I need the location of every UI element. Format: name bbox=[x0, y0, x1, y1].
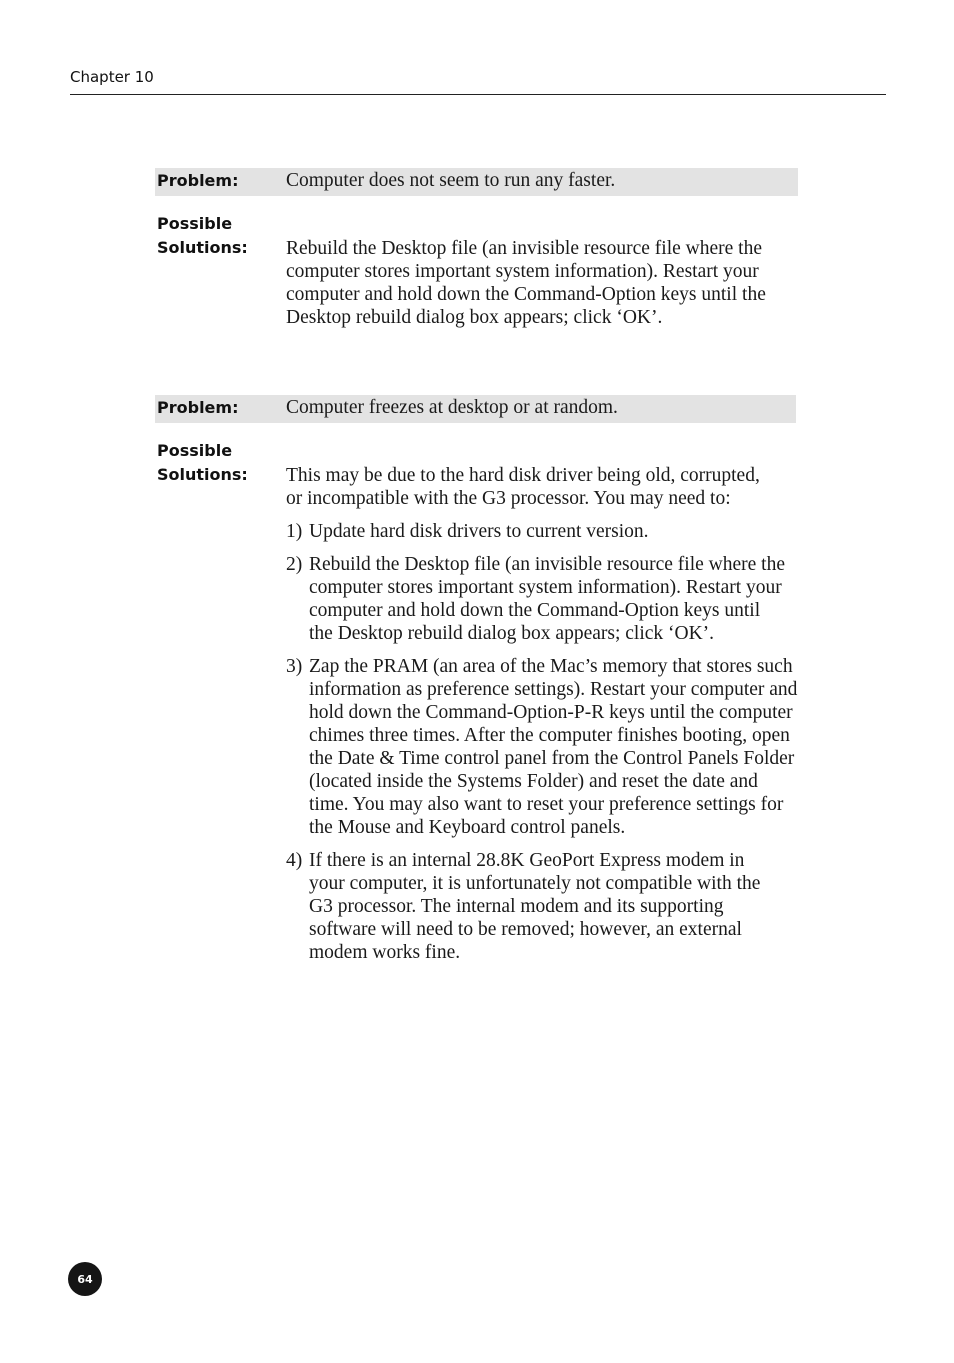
solutions-label: Possible Solutions: bbox=[157, 441, 248, 484]
problem-bar bbox=[155, 168, 798, 196]
problem-text: Computer freezes at desktop or at random. bbox=[286, 397, 618, 418]
page-header bbox=[70, 68, 886, 95]
problem-bar bbox=[155, 395, 796, 423]
page-number: 64 bbox=[77, 1272, 93, 1286]
solutions-label: Possible Solutions: bbox=[157, 214, 248, 257]
solution-text: Rebuild the Desktop file (an invisible resource file where the computer stores important system information). Restart your computer and hold down the Command-Option keys until the Desktop rebuild dialog box appears; click ‘OK’. bbox=[286, 238, 766, 328]
list-item-3: 3) Zap the PRAM (an area of the Mac’s memory that stores such information as preference settings). Restart your computer and hold down the Command-Option-P-R keys until the computer chimes three times. After the computer finishes booting, open the Date & Time control panel from the Control Panels Folder (located inside the Systems Folder) and reset the date and time. You may also want to reset your preference settings for the Mouse and Keyboard control panels. bbox=[286, 656, 798, 838]
page-number-badge bbox=[68, 1262, 102, 1296]
troubleshooting-section-1 bbox=[155, 168, 798, 328]
solution-intro: This may be due to the hard disk driver being old, corrupted, or incompatible with the G3 processor. You may need to: bbox=[286, 465, 760, 509]
troubleshooting-section-2 bbox=[155, 395, 798, 963]
list-item-1: 1) Update hard disk drivers to current version. bbox=[286, 521, 649, 542]
list-item-2: 2) Rebuild the Desktop file (an invisible resource file where the computer stores important system information). Restart your computer and hold down the Command-Option keys until the Desktop rebuild dialog box appears; click ‘OK’. bbox=[286, 554, 785, 644]
problem-label: Problem: bbox=[157, 171, 239, 190]
solution-body bbox=[286, 464, 798, 964]
list-item-4: 4) If there is an internal 28.8K GeoPort Express modem in your computer, it is unfortunately not compatible with the G3 processor. The internal modem and its supporting software will need to be removed; however, an external modem works fine. bbox=[286, 850, 761, 963]
problem-label: Problem: bbox=[157, 398, 239, 417]
problem-text: Computer does not seem to run any faster. bbox=[286, 170, 616, 191]
chapter-title: Chapter 10 bbox=[70, 68, 154, 86]
